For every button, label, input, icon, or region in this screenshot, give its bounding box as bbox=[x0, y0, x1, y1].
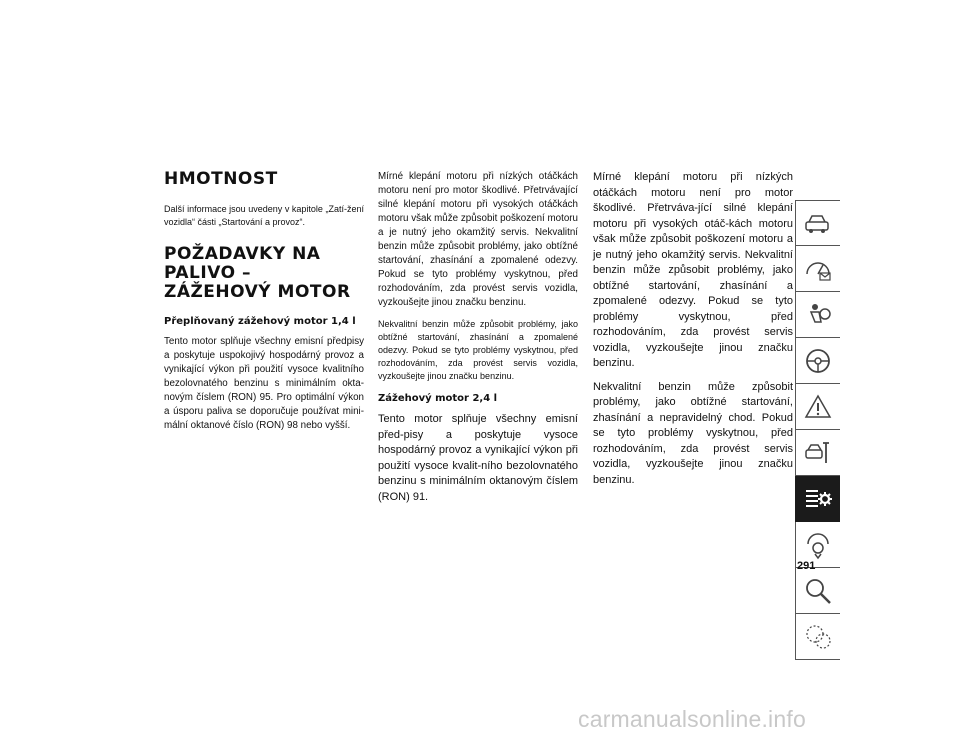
car-maintenance-icon bbox=[803, 438, 833, 468]
emergency-triangle-icon bbox=[803, 392, 833, 422]
car-info-icon bbox=[803, 208, 833, 238]
subheading-turbo-engine: Přeplňovaný zážehový motor 1,4 l bbox=[164, 316, 356, 327]
languages-icon bbox=[803, 622, 833, 652]
chapter-tabs bbox=[795, 200, 840, 660]
tab-index[interactable] bbox=[795, 568, 840, 614]
tab-emergency[interactable] bbox=[795, 384, 840, 430]
steering-wheel-icon bbox=[803, 346, 833, 376]
search-index-icon bbox=[803, 576, 833, 606]
tab-dashboard[interactable] bbox=[795, 246, 840, 292]
page-number: 291 bbox=[797, 560, 816, 572]
turbo-engine-paragraph: Tento motor splňuje všechny emisní předpisy a poskytuje uspokojivý hospodárný provoz a vynikající výkon při použití vysoce kvalitního bezolovnatého benzinu s minimálním okta-novým číslem (RON) 95. Pro optimální výkon a úsporu paliva se doporučuje používat mini-mální oktanové číslo (RON) 98 nebo vyšší. bbox=[164, 336, 364, 431]
engine-24-paragraph: Tento motor splňuje všechny emisní před-pisy a poskytuje vysoce hospodárný provoz a vynikající výkon při použití vysoce kvalit-ního bezolovnatého benzinu s minimálním oktanovým číslem (RON) 91. bbox=[378, 413, 578, 503]
section-heading-fuel: POŽADAVKY NA PALIVO – ZÁŽEHOVÝ MOTOR bbox=[164, 244, 351, 302]
mass-paragraph: Další informace jsou uvedeny v kapitole „Zatí-žení vozidla“ části „Startování a provoz“. bbox=[164, 204, 364, 227]
dashboard-warning-icon bbox=[803, 254, 833, 284]
tab-technical-specs[interactable] bbox=[795, 476, 840, 522]
tab-languages[interactable] bbox=[795, 614, 840, 660]
knock-paragraph: Mírné klepání motoru při nízkých otáčkách motoru není pro motor škodlivé. Přetrvávající silné klepání motoru při vysokých otáčkách motoru však může způsobit poškození motoru a je nutný jeho okamžitý servis. Nekvalitní benzin může způsobit problémy, jako obtížné startování, zhasínání a zpomalené odezvy. Pokud se tyto problémy vyskytnou, před rozhodováním, zda provést servis vozidla, vyzkoušejte jinou značku benzinu. bbox=[378, 171, 578, 308]
watermark: carmanualsonline.info bbox=[578, 706, 806, 732]
tab-driving[interactable] bbox=[795, 338, 840, 384]
left-column bbox=[164, 170, 364, 441]
technical-specs-icon bbox=[803, 484, 833, 514]
tab-safety[interactable] bbox=[795, 292, 840, 338]
tab-car-info[interactable] bbox=[795, 200, 840, 246]
safety-airbag-icon bbox=[803, 300, 833, 330]
subheading-24-engine: Zážehový motor 2,4 l bbox=[378, 393, 498, 404]
bad-fuel-paragraph-large: Nekvalitní benzin může způsobit problémy, jako obtížné startování, zhasínání a nepravidelný chod. Pokud se tyto problémy vyskytnou, před rozhodováním, zda provést servis vozidla, vyzkoušejte jinou značku benzinu. bbox=[593, 380, 793, 486]
right-column bbox=[593, 170, 793, 496]
section-heading-mass: HMOTNOST bbox=[164, 169, 278, 189]
bad-fuel-paragraph: Nekvalitní benzin může způsobit problémy, jako obtížné startování, zhasínání a zpomalené odezvy. Pokud se tyto problémy vyskytnou, před rozhodováním, zda provést servis vozidla, vyzkoušejte jinou značku benzinu. bbox=[378, 319, 578, 381]
multimedia-icon bbox=[803, 530, 833, 560]
tab-maintenance[interactable] bbox=[795, 430, 840, 476]
knock-paragraph-large: Mírné klepání motoru při nízkých otáčkách motoru není pro motor škodlivé. Přetrváva-jící silné klepání motoru při vysokých otáč-kách motoru však může způsobit poškození motoru a je nutný jeho okamžitý servis. Nekvalitní benzin může způsobit problémy, jako obtížné startování, zhasínání a zpomalené odezvy. Pokud se tyto problémy vyskytnou, před rozhodováním, zda provést servis vozidla, vyzkoušejte jinou značku benzinu. bbox=[593, 171, 793, 369]
middle-column bbox=[378, 170, 578, 513]
